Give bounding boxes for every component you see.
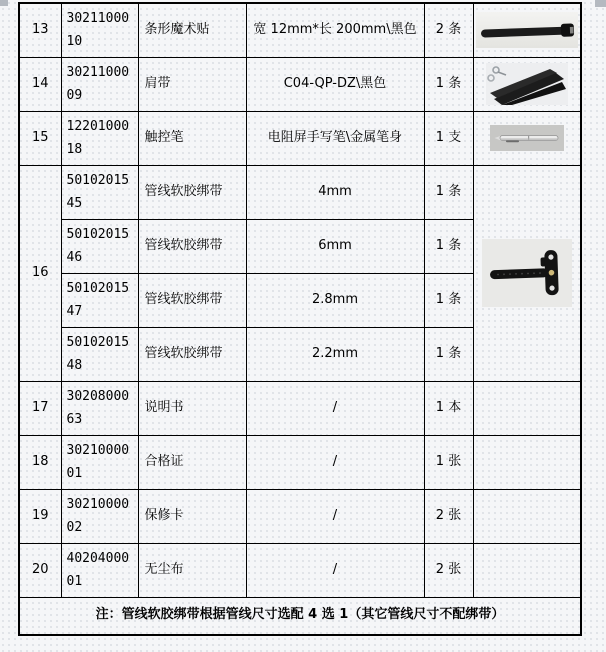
part-code: 3021000002 [61, 489, 138, 543]
table-row [19, 57, 581, 111]
row-no: 13 [19, 3, 61, 57]
part-name: 管线软胶绑带 [138, 165, 246, 219]
part-qty: 1 条 [424, 165, 473, 219]
table-note: 注：管线软胶绑带根据管线尺寸选配 4 选 1（其它管线尺寸不配绑带） [19, 597, 581, 635]
part-code: 5010201548 [61, 327, 138, 381]
part-code: 5010201547 [61, 273, 138, 327]
table-row [19, 543, 581, 597]
part-code: 1220100018 [61, 111, 138, 165]
part-spec: 电阻屏手写笔\金属笔身 [246, 111, 424, 165]
row-no: 16 [19, 165, 61, 381]
part-qty: 2 张 [424, 543, 473, 597]
part-spec: 宽 12mm*长 200mm\黑色 [246, 3, 424, 57]
part-qty: 2 条 [424, 3, 473, 57]
stylus-pen-photo [473, 111, 581, 165]
part-code: 3021100009 [61, 57, 138, 111]
table-row [19, 381, 581, 435]
part-name: 保修卡 [138, 489, 246, 543]
part-qty: 2 张 [424, 489, 473, 543]
part-qty: 1 本 [424, 381, 473, 435]
part-qty: 1 支 [424, 111, 473, 165]
shoulder-strap-photo [473, 57, 581, 111]
table-row [19, 165, 581, 219]
screen-corner-artifact-right [595, 0, 606, 7]
cable-tie-photo [473, 165, 581, 381]
part-qty: 1 条 [424, 327, 473, 381]
part-name: 管线软胶绑带 [138, 219, 246, 273]
screen-corner-artifact-left [0, 0, 8, 6]
part-name: 无尘布 [138, 543, 246, 597]
part-spec: 2.2mm [246, 327, 424, 381]
part-spec: 6mm [246, 219, 424, 273]
row-no: 15 [19, 111, 61, 165]
velcro-strap-photo [473, 3, 581, 57]
table-row [19, 489, 581, 543]
part-code: 5010201545 [61, 165, 138, 219]
part-qty: 1 条 [424, 273, 473, 327]
row-no: 20 [19, 543, 61, 597]
part-code: 5010201546 [61, 219, 138, 273]
photo-cell-empty [473, 489, 581, 543]
table-row [19, 111, 581, 165]
part-spec: / [246, 489, 424, 543]
row-no: 18 [19, 435, 61, 489]
part-spec: / [246, 435, 424, 489]
table-row [19, 3, 581, 57]
part-qty: 1 条 [424, 57, 473, 111]
parts-list-table [18, 2, 582, 636]
part-spec: 4mm [246, 165, 424, 219]
row-no: 14 [19, 57, 61, 111]
part-qty: 1 张 [424, 435, 473, 489]
part-spec: / [246, 543, 424, 597]
part-name: 管线软胶绑带 [138, 273, 246, 327]
row-no: 19 [19, 489, 61, 543]
part-code: 4020400001 [61, 543, 138, 597]
table-row [19, 435, 581, 489]
part-name: 触控笔 [138, 111, 246, 165]
table-note-row [19, 597, 581, 635]
photo-cell-empty [473, 381, 581, 435]
photo-cell-empty [473, 435, 581, 489]
part-code: 3021000001 [61, 435, 138, 489]
part-spec: 2.8mm [246, 273, 424, 327]
part-name: 条形魔术贴 [138, 3, 246, 57]
part-code: 3021100010 [61, 3, 138, 57]
part-qty: 1 条 [424, 219, 473, 273]
part-name: 肩带 [138, 57, 246, 111]
part-name: 说明书 [138, 381, 246, 435]
part-name: 管线软胶绑带 [138, 327, 246, 381]
photo-cell-empty [473, 543, 581, 597]
part-spec: C04-QP-DZ\黑色 [246, 57, 424, 111]
part-spec: / [246, 381, 424, 435]
part-name: 合格证 [138, 435, 246, 489]
row-no: 17 [19, 381, 61, 435]
part-code: 3020800063 [61, 381, 138, 435]
